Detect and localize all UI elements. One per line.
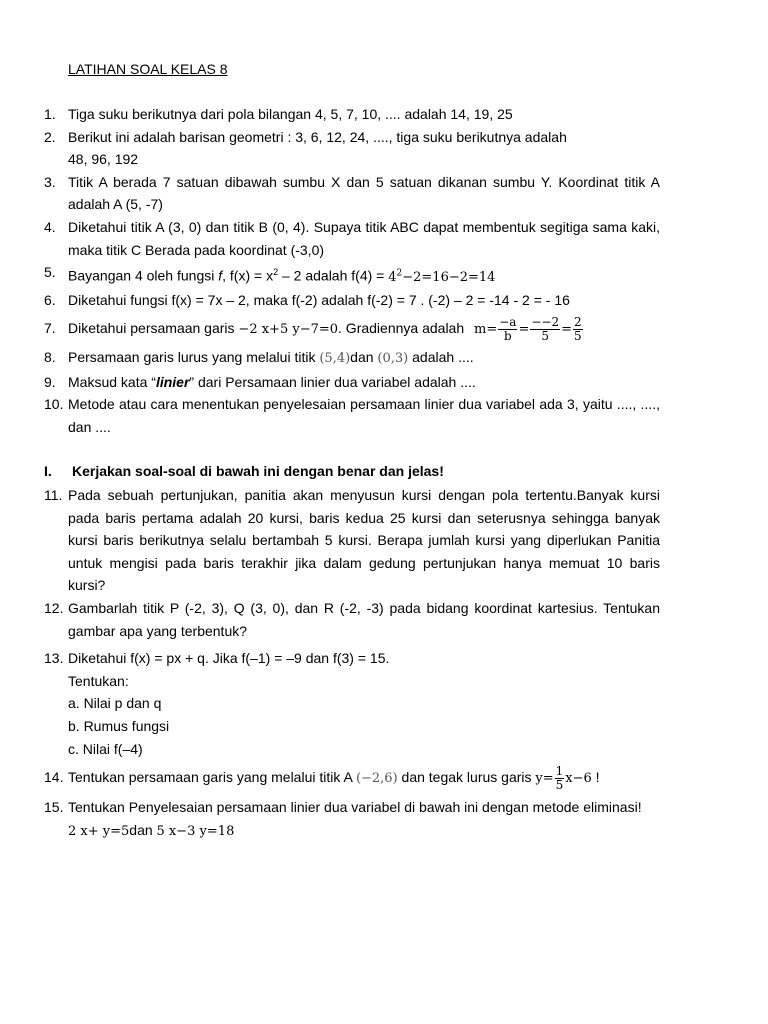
item-text: Berikut ini adalah barisan geometri : 3, 6, 12, 24, ...., tiga suku berikutnya adalah 48, 96, 192 bbox=[68, 128, 567, 168]
list-item bbox=[44, 346, 660, 371]
item-text: Maksud kata “linier” dari Persamaan linier dua variabel adalah .... bbox=[68, 373, 476, 390]
item-number: 15. bbox=[44, 799, 64, 816]
page-title: LATIHAN SOAL KELAS 8 bbox=[68, 61, 228, 77]
item-text: Diketahui f(x) = px + q. Jika f(–1) = –9 dan f(3) = 15. Tentukan: a. Nilai p dan q b. Rumus fungsi c. Nilai f(–4) bbox=[68, 650, 390, 757]
list-item bbox=[44, 289, 660, 312]
item-number: 11. bbox=[44, 487, 63, 503]
list-item bbox=[44, 393, 660, 438]
math-expression: −2 x+5 y−7=0 bbox=[238, 322, 339, 337]
item-text: Diketahui persamaan garis −2 x+5 y−7=0. Gradiennya adalah m= $\frac{-a}{b}$ = $\frac{--2}{5}$ = $\frac{2}{5}$ bbox=[68, 314, 582, 343]
list-item bbox=[44, 484, 660, 597]
list-item bbox=[44, 126, 660, 171]
list-item bbox=[44, 171, 660, 216]
item-number: 2. bbox=[44, 128, 56, 145]
item-text: Titik A berada 7 satuan dibawah sumbu X dan 5 satuan dikanan sumbu Y. Koordinat titik A adalah A (5, -7) bbox=[68, 173, 660, 213]
list-item bbox=[44, 597, 660, 642]
item-text: Tiga suku berikutnya dari pola bilangan 4, 5, 7, 10, .... adalah 14, 19, 25 bbox=[68, 106, 513, 122]
fraction: $\frac{1}{5}$ bbox=[555, 763, 564, 792]
fraction: $\frac{-a}{b}$ bbox=[499, 314, 517, 343]
list-item bbox=[44, 103, 660, 126]
item-number: 6. bbox=[44, 292, 56, 309]
item-number: 4. bbox=[44, 218, 56, 235]
list-item bbox=[44, 216, 660, 261]
item-number: 1. bbox=[44, 106, 56, 122]
item-number: 5. bbox=[44, 264, 56, 281]
item-text: Tentukan Penyelesaian persamaan linier dua variabel di bawah ini dengan metode eliminasi! 2 x+ y=5dan 5 x−3 y=18 bbox=[68, 799, 642, 839]
item-text: Bayangan 4 oleh fungsi f, $f(x) = x^2 - 2$ adalah $f(4) = 4^2-2=16-2=14$ bbox=[68, 267, 496, 285]
item-text: Pada sebuah pertunjukan, panitia akan menyusun kursi dengan pola tertentu.Banyak kursi pada baris pertama adalah 20 kursi, baris kedua 25 kursi dan seterusnya sehingga banyak kursi baris berikutnya selalu bertambah 5 kursi. Berapa jumlah kursi yang diperlukan Panitia untuk mengisi pada baris terakhir jika dalam gedung pertunjukan hanya memuat 10 baris kursi? bbox=[68, 487, 660, 594]
item-number: 14. bbox=[44, 769, 64, 786]
item-number: 7. bbox=[44, 320, 56, 336]
list-item bbox=[44, 371, 660, 394]
fraction: $\frac{2}{5}$ bbox=[574, 314, 582, 343]
item-number: 10. bbox=[44, 396, 64, 413]
list-item bbox=[44, 647, 660, 760]
list-item bbox=[44, 760, 660, 796]
item-text: Gambarlah titik P (-2, 3), Q (3, 0), dan R (-2, -3) pada bidang koordinat kartesius. Tentukan gambar apa yang terbentuk? bbox=[68, 599, 660, 639]
item-number: 3. bbox=[44, 173, 56, 190]
list-item bbox=[44, 261, 660, 289]
question-list-b bbox=[44, 484, 660, 843]
item-text: Diketahui titik A (3, 0) dan titik B (0, 4). Supaya titik ABC dapat membentuk segitiga sama kaki, maka titik C Berada pada koordinat (-3,0) bbox=[68, 218, 660, 258]
list-item bbox=[44, 796, 660, 843]
fraction: $\frac{--2}{5}$ bbox=[531, 314, 560, 343]
section-heading: I. Kerjakan soal-soal di bawah ini dengan benar dan jelas! bbox=[44, 463, 444, 479]
item-text: Persamaan garis lurus yang melalui titik (5,4)dan (0,3) adalah .... bbox=[68, 349, 474, 366]
item-text: Metode atau cara menentukan penyelesaian persamaan linier dua variabel ada 3, yaitu ...., ...., dan .... bbox=[68, 396, 660, 435]
item-number: 13. bbox=[44, 650, 64, 667]
math-expression: $4^2-2=16-2=14$ bbox=[388, 268, 496, 285]
question-list-a bbox=[44, 103, 660, 438]
item-number: 9. bbox=[44, 373, 56, 390]
list-item bbox=[44, 312, 660, 346]
item-number: 8. bbox=[44, 349, 56, 365]
item-text: Diketahui fungsi f(x) = 7x – 2, maka f(-2) adalah f(-2) = 7 . (-2) – 2 = -14 - 2 = - 16 bbox=[68, 292, 570, 309]
item-number: 12. bbox=[44, 599, 64, 616]
item-text: Tentukan persamaan garis yang melalui titik A (−2,6) dan tegak lurus garis y= $\frac{1}{5}$ x−6 ! bbox=[68, 763, 600, 792]
